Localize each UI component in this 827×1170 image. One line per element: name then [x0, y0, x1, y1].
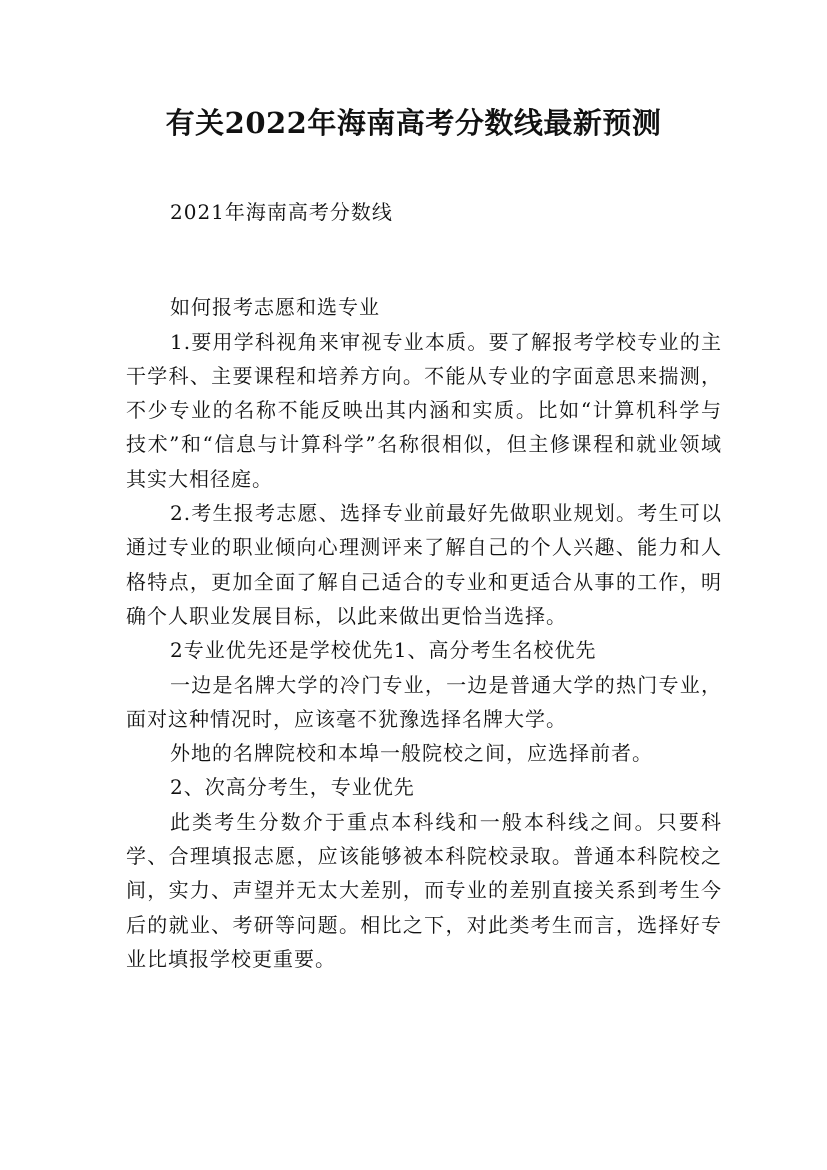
paragraph-famous-university: 一边是名牌大学的冷门专业，一边是普通大学的热门专业，面对这种情况时，应该毫不犹豫选择名牌大学。	[126, 672, 722, 731]
paragraph-point-2: 2.考生报考志愿、选择专业前最好先做职业规划。考生可以通过专业的职业倾向心理测评来了解自己的个人兴趣、能力和人格特点，更加全面了解自己适合的专业和更适合从事的工作，明确个人职业发展目标，以此来做出更恰当选择。	[126, 501, 722, 628]
paragraph-second-high-score: 2、次高分考生，专业优先	[170, 775, 415, 800]
blank-line	[126, 229, 722, 263]
document-title: 有关2022年海南高考分数线最新预测	[165, 106, 662, 140]
paragraph-point-1: 1.要用学科视角来审视专业本质。要了解报考学校专业的主干学科、主要课程和培养方向。不能从专业的字面意思来揣测，不少专业的名称不能反映出其内涵和实质。比如“计算机科学与技术”和“信息与计算科学”名称很相似，但主修课程和就业领域其实大相径庭。	[126, 329, 722, 491]
paragraph-major-or-school: 2专业优先还是学校优先1、高分考生名校优先	[170, 638, 597, 663]
paragraph-nonlocal-vs-local: 外地的名牌院校和本埠一般院校之间，应选择前者。	[170, 741, 653, 766]
document-body	[126, 195, 722, 976]
blank-line	[126, 263, 722, 290]
section-heading-how-to-apply: 如何报考志愿和选专业	[170, 295, 380, 320]
section-heading-2021-scores: 2021年海南高考分数线	[170, 200, 393, 224]
paragraph-major-priority: 此类考生分数介于重点本科线和一般本科线之间。只要科学、合理填报志愿，应该能够被本科院校录取。普通本科院校之间，实力、声望并无太大差别，而专业的差别直接关系到考生今后的就业、考研等问题。相比之下，对此类考生而言，选择好专业比填报学校更重要。	[126, 809, 722, 971]
